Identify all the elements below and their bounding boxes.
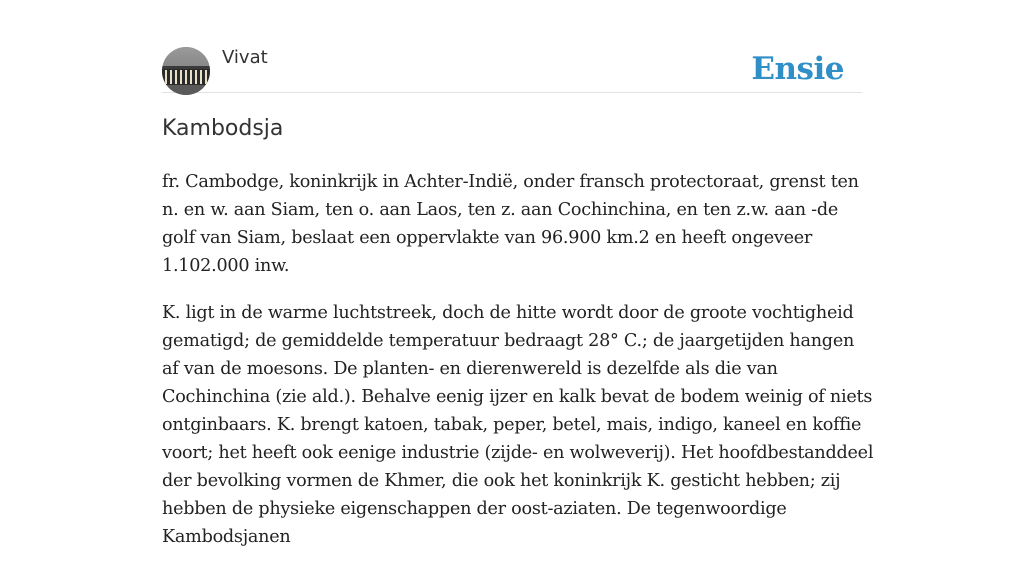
author-avatar[interactable] [162, 47, 210, 95]
article-paragraph: K. ligt in de warme luchtstreek, doch de hitte wordt door de groote vochtigheid gematigd; de gemiddelde temperatuur bedraagt 28° C.; de jaargetijden hangen af van de moesons. De planten- en dierenwereld is dezelfde als die van Cochinchina (zie ald.). Behalve eenig ijzer en kalk bevat de bodem weinig of niets ontginbaars. K. brengt katoen, tabak, peper, betel, mais, indigo, kaneel en koffie voort; het heeft ook eenige industrie (zijde- en wolweverij). Het hoofdbestanddeel der bevolking vormen de Khmer, die ook het koninkrijk K. gesticht hebben; zij hebben de physieke eigenschappen der oost-aziaten. De tegenwoordige Kambodsjanen [162, 303, 874, 547]
ensie-logo[interactable]: Ensie [751, 51, 844, 87]
author-name[interactable]: Vivat [222, 47, 268, 68]
avatar-image [162, 47, 210, 95]
article-paragraph: fr. Cambodge, koninkrijk in Achter-Indië, onder fransch protectoraat, grenst ten n. en w. aan Siam, ten o. aan Laos, ten z. aan Cochinchina, en ten z.w. aan -de golf van Siam, beslaat een oppervlakte van 96.900 km.2 en heeft ongeveer 1.102.000 inw. [162, 172, 859, 276]
article-body [162, 168, 874, 570]
page-header [162, 46, 862, 93]
article-title: Kambodsja [162, 116, 284, 141]
